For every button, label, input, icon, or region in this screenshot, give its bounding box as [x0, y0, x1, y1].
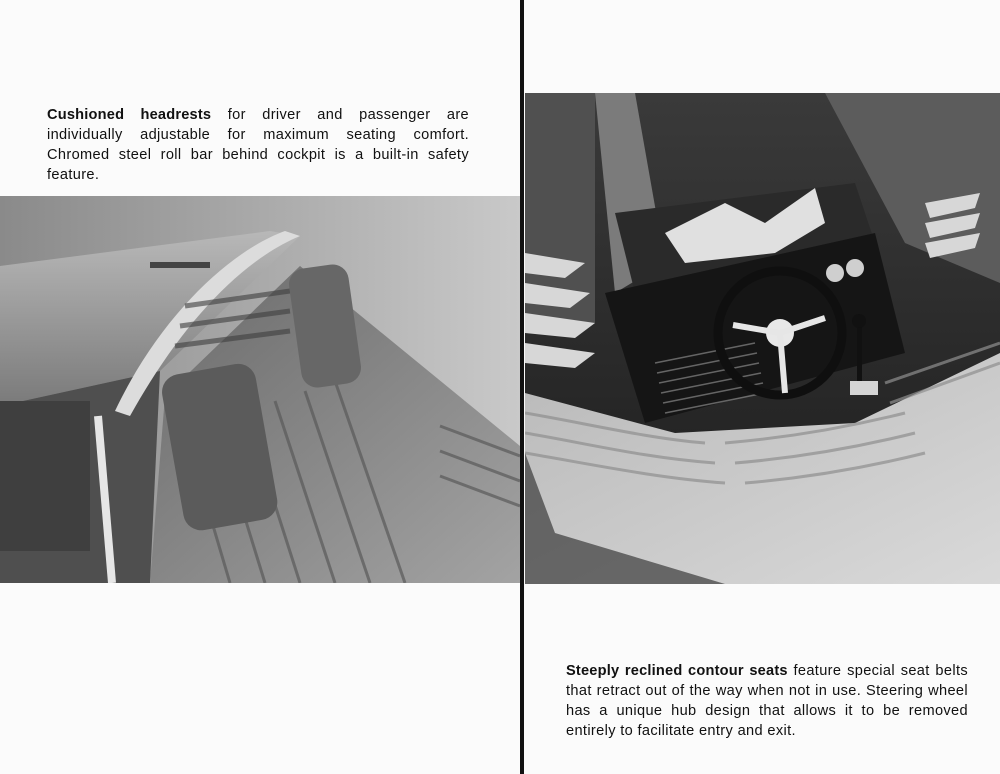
cockpit-photo-image — [525, 93, 1000, 584]
right-caption — [566, 661, 968, 741]
headrests-photo — [0, 196, 520, 583]
right-caption-body: feature special seat belts that retract out of the way when not in use. Steering wheel has a unique hub design that allows it to be removed entirely to facilitate entry and exit. — [566, 662, 969, 739]
right-caption-lead: Steeply reclined contour seats — [566, 662, 788, 679]
left-caption-body: for driver and passenger are individually adjustable for maximum seating comfort. Chromed steel roll bar behind cockpit is a built-in safety feature. — [47, 106, 470, 183]
cockpit-photo — [525, 93, 1000, 584]
headrests-photo-image — [0, 196, 520, 583]
left-caption — [47, 105, 469, 185]
left-caption-lead: Cushioned headrests — [47, 106, 212, 123]
